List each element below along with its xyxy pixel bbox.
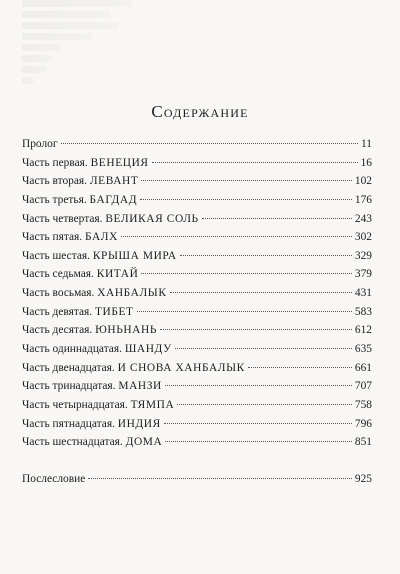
toc-entry-part: Часть одиннадцатая.: [22, 343, 125, 356]
dot-leader: [88, 478, 352, 479]
toc-entry-page: 925: [354, 472, 372, 485]
toc-entry-page: 612: [354, 324, 372, 337]
toc-entry-page: 243: [354, 212, 372, 225]
toc-entry-label: [22, 436, 162, 448]
dot-leader: [141, 180, 351, 181]
toc-entry-part: Часть четырнадцатая.: [22, 398, 131, 411]
toc-entry-name: ДОМА: [125, 436, 163, 449]
dot-leader: [165, 441, 352, 442]
toc-entry-label: [22, 175, 138, 187]
toc-entry-name: ВЕЛИКАЯ СОЛЬ: [105, 212, 199, 225]
toc-entry-label: [22, 287, 167, 299]
toc-entry-page: 329: [354, 249, 372, 262]
toc-entry-label: [22, 418, 161, 430]
toc-entry-part: Часть тринадцатая.: [22, 380, 119, 393]
dot-leader: [202, 218, 352, 219]
toc-entry-label: [22, 231, 118, 243]
toc-entry[interactable]: [22, 175, 372, 194]
toc-entry-name: БАЛХ: [84, 231, 118, 244]
toc-entry-label: [22, 213, 199, 225]
page-title: Содержание: [151, 102, 249, 121]
toc-entry-label: [22, 306, 134, 318]
toc-entry-part: Часть пятая.: [22, 231, 85, 244]
toc-entry-part: Часть седьмая.: [22, 268, 97, 281]
toc-entry-name: КРЫША МИРА: [92, 249, 177, 262]
table-of-contents: [22, 138, 372, 492]
toc-entry[interactable]: [22, 436, 372, 455]
dot-leader: [165, 385, 352, 386]
toc-entry-page: 102: [354, 175, 372, 188]
dot-leader: [170, 292, 352, 293]
toc-entry[interactable]: [22, 268, 372, 287]
toc-entry-page: 431: [354, 287, 372, 300]
toc-entry-part: Часть десятая.: [22, 324, 96, 337]
toc-entry-page: 851: [354, 436, 372, 449]
toc-entry-label: [22, 157, 149, 169]
toc-entry-name: КИТАЙ: [96, 268, 139, 281]
dot-leader: [160, 329, 352, 330]
toc-entry-label: [22, 399, 174, 411]
toc-entry-part: Часть четвертая.: [22, 212, 106, 225]
toc-entry-label: [22, 268, 138, 280]
toc-entry-part: Часть девятая.: [22, 305, 95, 318]
toc-entry-name: ЛЕВАНТ: [89, 175, 139, 188]
toc-entry-label: [22, 324, 157, 336]
toc-entry-label: Послесловие: [22, 472, 86, 485]
toc-entry-part: Часть шестая.: [22, 249, 93, 262]
toc-entry-name: ВЕНЕЦИЯ: [90, 156, 149, 169]
toc-entry[interactable]: [22, 418, 372, 437]
toc-entry-name: БАГДАД: [89, 193, 138, 206]
toc-entry[interactable]: [22, 287, 372, 306]
toc-entry[interactable]: [22, 324, 372, 343]
toc-entry[interactable]: [22, 343, 372, 362]
toc-entry-label: [22, 343, 172, 355]
dot-leader: [248, 367, 352, 368]
toc-entry-name: ИНДИЯ: [117, 417, 161, 430]
toc-entry-label: [22, 194, 137, 206]
toc-entry-part: Часть вторая.: [22, 175, 90, 188]
dot-leader: [175, 348, 352, 349]
toc-entry-page: 635: [354, 343, 372, 356]
dot-leader: [177, 404, 352, 405]
dot-leader: [61, 143, 359, 144]
toc-entry-name: ТЯМПА: [130, 398, 175, 411]
toc-entry-page: 661: [354, 361, 372, 374]
toc-entry-part: Часть первая.: [22, 156, 91, 169]
toc-entry-name: ХАНБАЛЫК: [97, 287, 167, 300]
toc-entry-part: Часть восьмая.: [22, 287, 98, 300]
toc-entry-part: Пролог: [22, 138, 58, 150]
show-through-text: [22, 0, 142, 88]
toc-entry-afterword[interactable]: [22, 473, 372, 492]
toc-entry-part: Часть двенадцатая.: [22, 361, 118, 374]
toc-entry-page: 176: [354, 193, 372, 206]
toc-entry-name: ШАНДУ: [124, 343, 172, 356]
toc-entry[interactable]: [22, 380, 372, 399]
dot-leader: [141, 273, 351, 274]
toc-entry-name: ЮНЬНАНЬ: [95, 324, 157, 337]
toc-entry[interactable]: [22, 306, 372, 325]
dot-leader: [121, 236, 352, 237]
dot-leader: [152, 162, 358, 163]
toc-entry-name: И СНОВА ХАНБАЛЫК: [117, 361, 245, 374]
toc-entry[interactable]: [22, 213, 372, 232]
toc-entry[interactable]: [22, 399, 372, 418]
toc-entry[interactable]: [22, 250, 372, 269]
toc-entry-page: 379: [354, 268, 372, 281]
dot-leader: [140, 199, 352, 200]
toc-entry-page: 707: [354, 380, 372, 393]
toc-entry-part: Часть третья.: [22, 193, 90, 206]
toc-entry-page: 758: [354, 398, 372, 411]
toc-entry-page: 796: [354, 417, 372, 430]
toc-entry-page: 302: [354, 231, 372, 244]
toc-entry[interactable]: [22, 231, 372, 250]
toc-entry-page: 583: [354, 305, 372, 318]
toc-entry[interactable]: [22, 194, 372, 213]
toc-entry-part: Часть пятнадцатая.: [22, 417, 118, 430]
toc-entry-label: [22, 380, 162, 392]
toc-entry[interactable]: [22, 157, 372, 176]
dot-leader: [137, 311, 352, 312]
toc-entry-label: [22, 138, 58, 150]
toc-entry[interactable]: [22, 138, 372, 157]
toc-entry[interactable]: [22, 362, 372, 381]
toc-entry-label: [22, 250, 177, 262]
toc-entry-page: 16: [360, 156, 372, 169]
toc-entry-part: Часть шестнадцатая.: [22, 436, 126, 449]
dot-leader: [180, 255, 352, 256]
toc-entry-name: ТИБЕТ: [94, 305, 134, 318]
toc-entry-label: [22, 362, 245, 374]
toc-entry-name: МАНЗИ: [118, 380, 162, 393]
dot-leader: [164, 423, 352, 424]
toc-entry-page: 11: [361, 138, 372, 150]
